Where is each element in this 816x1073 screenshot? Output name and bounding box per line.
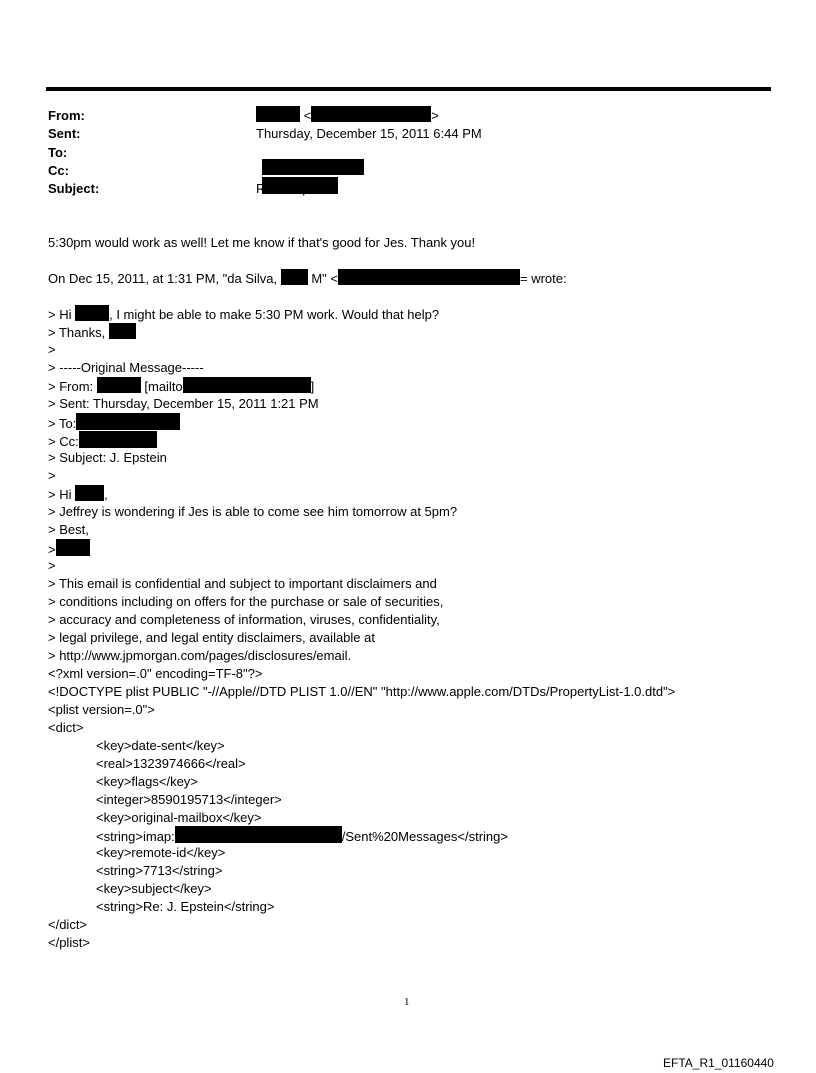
quote-text: > From: <box>48 379 97 394</box>
from-label: From: <box>48 108 85 123</box>
from-gt: > <box>431 108 439 123</box>
redaction-block <box>75 485 104 501</box>
quote-line: > Best, <box>48 522 89 537</box>
quote-line: > <box>48 468 56 483</box>
disclaimer-line: > This email is confidential and subject to important disclaimers and <box>48 576 437 591</box>
disclaimer-line: > legal privilege, and legal entity disclaimers, available at <box>48 630 375 645</box>
plist-line: <key>flags</key> <box>96 774 198 789</box>
redaction-block <box>109 323 136 339</box>
sent-value: Thursday, December 15, 2011 6:44 PM <box>256 126 482 141</box>
disclaimer-line: > conditions including on offers for the purchase or sale of securities, <box>48 594 444 609</box>
plist-line: <string>7713</string> <box>96 863 223 878</box>
document-id: EFTA_R1_01160440 <box>663 1056 774 1070</box>
reply-text: 5:30pm would work as well! Let me know if that's good for Jes. Thank you! <box>48 235 476 250</box>
subject-value: Re: J. Epstein <box>256 181 337 196</box>
redaction-block <box>75 305 109 321</box>
sent-label: Sent: <box>48 126 81 141</box>
plist-line: </plist> <box>48 935 90 950</box>
plist-line <box>96 826 508 844</box>
plist-text: /Sent%20Messages</string> <box>341 829 508 844</box>
quote-text: > Hi <box>48 487 76 502</box>
quote-text: > Hi <box>48 307 76 322</box>
plist-line: <!DOCTYPE plist PUBLIC "-//Apple//DTD PLIST 1.0//EN" "http://www.apple.com/DTDs/PropertyList-1.0.dtd"> <box>48 684 676 699</box>
disclaimer-line: > accuracy and completeness of information, viruses, confidentiality, <box>48 612 440 627</box>
quote-line <box>48 413 180 431</box>
redaction-block <box>183 377 311 393</box>
quote-text: , I might be able to make 5:30 PM work. Would that help? <box>109 307 440 322</box>
quote-text: > Cc: <box>48 434 79 449</box>
plist-line: <integer>8590195713</integer> <box>96 792 282 807</box>
plist-line: <?xml version=.0" encoding=TF-8"?> <box>48 666 263 681</box>
redaction-block <box>79 431 157 448</box>
plist-text: <string>imap: <box>96 829 175 844</box>
quote-text: > To: <box>48 416 77 431</box>
quote-line <box>48 377 314 395</box>
subject-label: Subject: <box>48 181 100 196</box>
quote-line: > Sent: Thursday, December 15, 2011 1:21 PM <box>48 396 319 411</box>
redaction-block <box>97 377 141 393</box>
from-value <box>256 106 439 123</box>
quote-line <box>48 431 157 449</box>
plist-line: <dict> <box>48 720 84 735</box>
plist-line: <plist version=.0"> <box>48 702 155 717</box>
redaction-block <box>281 269 308 285</box>
to-label: To: <box>48 145 68 160</box>
cc-label: Cc: <box>48 163 69 178</box>
quote-text: ] <box>310 379 315 394</box>
plist-line: <key>remote-id</key> <box>96 845 226 860</box>
quote-line: > <box>48 558 56 573</box>
page-number: 1 <box>404 996 410 1008</box>
quote-line <box>48 305 439 323</box>
quote-line: > -----Original Message----- <box>48 360 204 375</box>
plist-line: <real>1323974666</real> <box>96 756 246 771</box>
redaction-block <box>256 106 300 122</box>
quote-line: > <box>48 342 56 357</box>
on-date-text: = wrote: <box>520 271 567 286</box>
redaction-block <box>311 106 431 122</box>
from-lt: < <box>303 108 312 123</box>
quote-text: [mailto <box>140 379 183 394</box>
plist-line: <string>Re: J. Epstein</string> <box>96 899 275 914</box>
redaction-block <box>338 269 520 285</box>
plist-line: <key>subject</key> <box>96 881 212 896</box>
quote-line <box>48 323 136 341</box>
plist-line: <key>date-sent</key> <box>96 738 225 753</box>
quote-text: , <box>104 487 108 502</box>
on-date-text: M" < <box>307 271 338 286</box>
disclaimer-line: > http://www.jpmorgan.com/pages/disclosures/email. <box>48 648 352 663</box>
quote-text: > Thanks, <box>48 325 109 340</box>
on-date-line <box>48 269 567 287</box>
quote-line: > Jeffrey is wondering if Jes is able to come see him tomorrow at 5pm? <box>48 504 458 519</box>
quote-line <box>48 485 108 503</box>
redaction-block <box>56 539 90 556</box>
quote-line: > Subject: J. Epstein <box>48 450 167 465</box>
quote-line <box>48 539 90 557</box>
on-date-text: On Dec 15, 2011, at 1:31 PM, "da Silva, <box>48 271 281 286</box>
quote-text: > <box>48 542 56 557</box>
redaction-block <box>76 413 180 430</box>
plist-line: <key>original-mailbox</key> <box>96 810 262 825</box>
redaction-block <box>175 826 342 843</box>
header-rule <box>46 87 771 91</box>
plist-line: </dict> <box>48 917 88 932</box>
